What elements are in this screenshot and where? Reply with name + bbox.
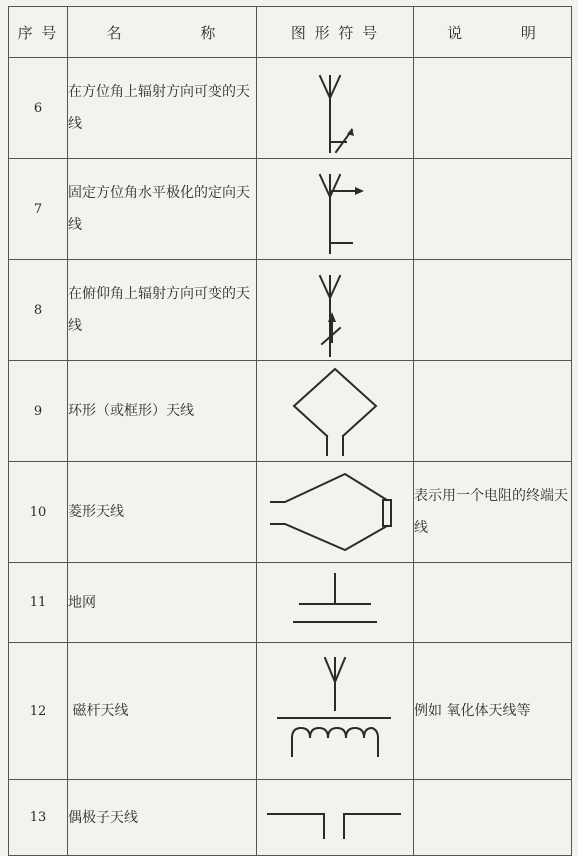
row-symbol	[257, 643, 414, 780]
table-header-row	[9, 7, 572, 58]
ground-net-icon	[280, 566, 390, 640]
azimuth-variable-antenna-icon	[280, 60, 390, 156]
table-row	[9, 260, 572, 361]
row-name: 地网	[68, 563, 257, 643]
antenna-symbol-table	[8, 6, 572, 856]
header-name-text: 名 称	[106, 23, 218, 42]
row-note	[414, 58, 572, 159]
table-row	[9, 643, 572, 780]
row-number: 6	[9, 58, 68, 159]
header-name	[68, 7, 257, 58]
row-note	[414, 780, 572, 856]
header-note	[414, 7, 572, 58]
row-number: 13	[9, 780, 68, 856]
row-number: 11	[9, 563, 68, 643]
table-row	[9, 361, 572, 462]
ferrite-rod-antenna-icon	[270, 646, 400, 776]
row-symbol	[257, 361, 414, 462]
row-symbol	[257, 58, 414, 159]
row-symbol	[257, 260, 414, 361]
dipole-antenna-icon	[260, 788, 410, 848]
row-number: 10	[9, 462, 68, 563]
row-number: 8	[9, 260, 68, 361]
row-name: 环形（或框形）天线	[68, 361, 257, 462]
row-name: 固定方位角水平极化的定向天线	[68, 159, 257, 260]
row-name: 在方位角上辐射方向可变的天线	[68, 58, 257, 159]
row-symbol	[257, 159, 414, 260]
row-number: 7	[9, 159, 68, 260]
header-symbol: 图 形 符 号	[257, 7, 414, 58]
row-name-text: 磁杆天线	[72, 703, 129, 719]
row-note	[414, 260, 572, 361]
table-row	[9, 563, 572, 643]
loop-antenna-icon	[280, 363, 390, 459]
header-note-text: 说 明	[447, 23, 538, 42]
table-row	[9, 462, 572, 563]
header-no: 序 号	[9, 7, 68, 58]
row-number: 12	[9, 643, 68, 780]
elevation-variable-antenna-icon	[280, 262, 390, 358]
row-note: 表示用一个电阻的终端天线	[414, 462, 572, 563]
row-name: 菱形天线	[68, 462, 257, 563]
row-note	[414, 159, 572, 260]
fixed-azimuth-horizontal-polarized-antenna-icon	[280, 161, 390, 257]
table-row	[9, 159, 572, 260]
row-note	[414, 563, 572, 643]
row-note: 例如 氧化体天线等	[414, 643, 572, 780]
row-symbol	[257, 462, 414, 563]
row-name	[68, 643, 257, 780]
row-name: 在俯仰角上辐射方向可变的天线	[68, 260, 257, 361]
row-name: 偶极子天线	[68, 780, 257, 856]
row-symbol	[257, 780, 414, 856]
row-number: 9	[9, 361, 68, 462]
row-symbol	[257, 563, 414, 643]
rhombic-antenna-icon	[265, 464, 405, 560]
row-note	[414, 361, 572, 462]
table-row	[9, 58, 572, 159]
table-row	[9, 780, 572, 856]
